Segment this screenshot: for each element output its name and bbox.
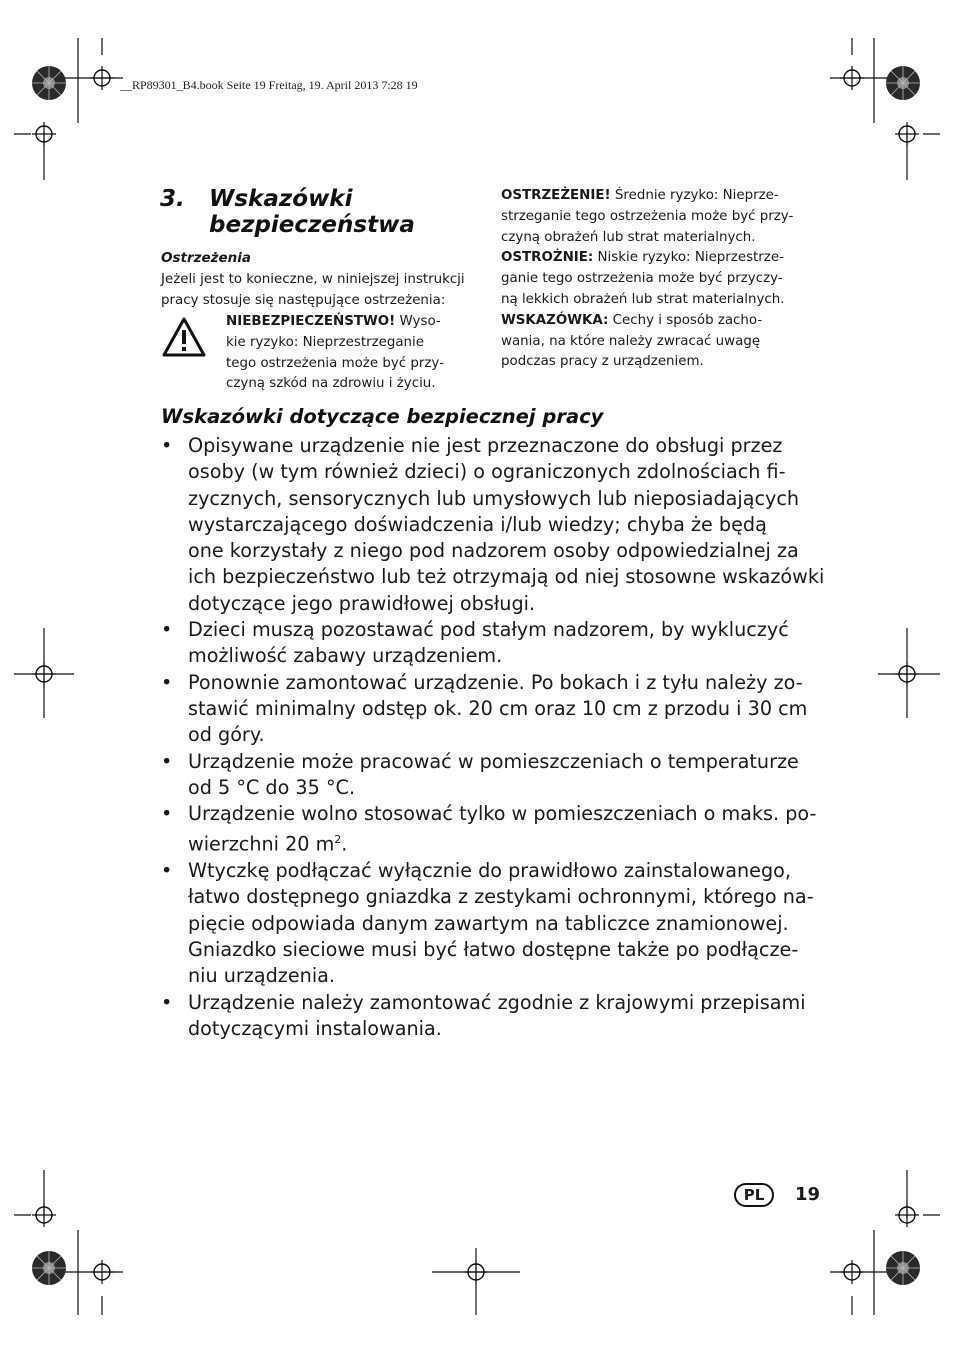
list-item [161,433,831,617]
caution-line: ganie tego ostrzeżenia może być przyczy- [501,271,783,287]
list-item [161,617,831,670]
caution-line: ną lekkich obrażeń lub strat materialnych. [501,291,785,307]
list-item-line: pięcie odpowiada danym zawartym na tabliczce znamionowej. [188,911,789,935]
danger-line: czyną szkód na zdrowiu i życiu. [226,376,436,392]
language-badge: PL [734,1183,774,1207]
list-item-line: wystarczającego doświadczenia i/lub wiedzy; chyba że będą [188,512,767,536]
warning-line [501,186,825,207]
list-item-line: od góry. [188,723,265,747]
caution-label: OSTROŻNIE: [501,250,594,266]
danger-line: tego ostrzeżenia może być przy- [226,355,444,371]
note-text: Cechy i sposób zacho- [608,312,763,328]
warnings-heading: Ostrzeżenia [161,250,251,266]
list-item-line: możliwość zabawy urządzeniem. [188,644,503,668]
bullet-icon: • [161,802,173,826]
warning-triangle-icon [161,316,207,358]
intro-line: Jeżeli jest to konieczne, w niniejszej instrukcji [161,272,465,287]
warning-label: OSTRZEŻENIE! [501,188,611,203]
warning-text: Średnie ryzyko: Nieprze- [610,188,779,203]
list-item-line: niu urządzenia. [188,964,336,988]
note-line: podczas pracy z urządzeniem. [501,354,704,370]
page-number: 19 [795,1184,821,1205]
list-item-line [188,827,831,858]
bullet-icon: • [161,618,173,642]
list-item-line: Urządzenie może pracować w pomieszczeniach o temperaturze [188,749,799,773]
note-line: wania, na które należy zwracać uwagę [501,333,761,349]
list-item-line: Dzieci muszą pozostawać pod stałym nadzorem, by wykluczyć [188,618,789,642]
section-title [209,186,489,238]
bullet-icon: • [161,749,173,773]
section-title-line: Wskazówki [209,186,353,212]
danger-text: Wyso- [395,314,441,329]
list-item-line: Ponownie zamontować urządzenie. Po bokach i z tyłu należy zo- [188,670,803,694]
list-item [161,670,831,749]
caution-line [501,248,825,269]
list-item [161,801,831,858]
danger-label: NIEBEZPIECZEŃSTWO! [226,314,396,329]
danger-note [226,312,478,395]
warnings-intro [161,270,481,312]
list-item-line: od 5 °C do 35 °C. [188,775,356,799]
note-label: WSKAZÓWKA: [501,312,609,328]
file-info: __RP89301_B4.book Seite 19 Freitag, 19. April 2013 7:28 19 [120,78,418,92]
area-superscript: 2 [334,833,342,847]
list-item [161,990,831,1043]
list-item-line: Wtyczkę podłączać wyłącznie do prawidłowo zainstalowanego, [188,859,791,883]
bullet-icon: • [161,859,173,883]
note-line [501,311,825,332]
warning-line: czyną obrażeń lub strat materialnych. [501,229,756,245]
list-item-line: Urządzenie wolno stosować tylko w pomieszczeniach o maks. po- [188,802,817,826]
bullet-icon: • [161,990,173,1014]
list-item-line: łatwo dostępnego gniazdka z zestykami ochronnymi, którego na- [188,885,814,909]
safe-work-heading: Wskazówki dotyczące bezpiecznej pracy [161,405,604,428]
danger-line: kie ryzyko: Nieprzestrzeganie [226,334,424,350]
list-item-line: one korzystały z niego pod nadzorem osoby odpowiedzialnej za [188,539,799,563]
list-item-line: stawić minimalny odstęp ok. 20 cm oraz 10 cm z przodu i 30 cm [188,696,808,720]
list-item-line: dotyczące jego prawidłowej obsługi. [188,591,536,615]
list-item-line: Opisywane urządzenie nie jest przeznaczone do obsługi przez [188,434,783,457]
list-item-line: dotyczącymi instalowania. [188,1016,442,1040]
warning-line: strzeganie tego ostrzeżenia może być przy- [501,208,794,224]
list-item [161,749,831,802]
list-item-line: Urządzenie należy zamontować zgodnie z krajowymi przepisami [188,990,806,1014]
area-suffix: . [341,832,348,856]
caution-text: Niskie ryzyko: Nieprzestrze- [593,250,784,266]
list-item-line: zycznych, sensorycznych lub umysłowych lub nieposiadających [188,486,800,510]
list-item-line: osoby (w tym również dzieci) o ograniczonych zdolnościach fi- [188,460,786,484]
right-column [501,186,825,373]
bullet-icon: • [161,670,173,694]
danger-line [226,312,478,333]
list-item-line: ich bezpieczeństwo lub też otrzymają od niej stosowne wskazówki [188,565,825,589]
intro-line: pracy stosuje się następujące ostrzeżenia: [161,292,446,308]
area-text: wierzchni 20 m [188,832,335,856]
bullet-icon: • [161,434,173,457]
section-number: 3. [160,186,185,212]
safety-list [161,433,831,1042]
section-title-line: bezpieczeństwa [209,212,415,238]
list-item [161,858,831,989]
list-item-line: Gniazdko sieciowe musi być łatwo dostępne także po podłącze- [188,938,799,962]
